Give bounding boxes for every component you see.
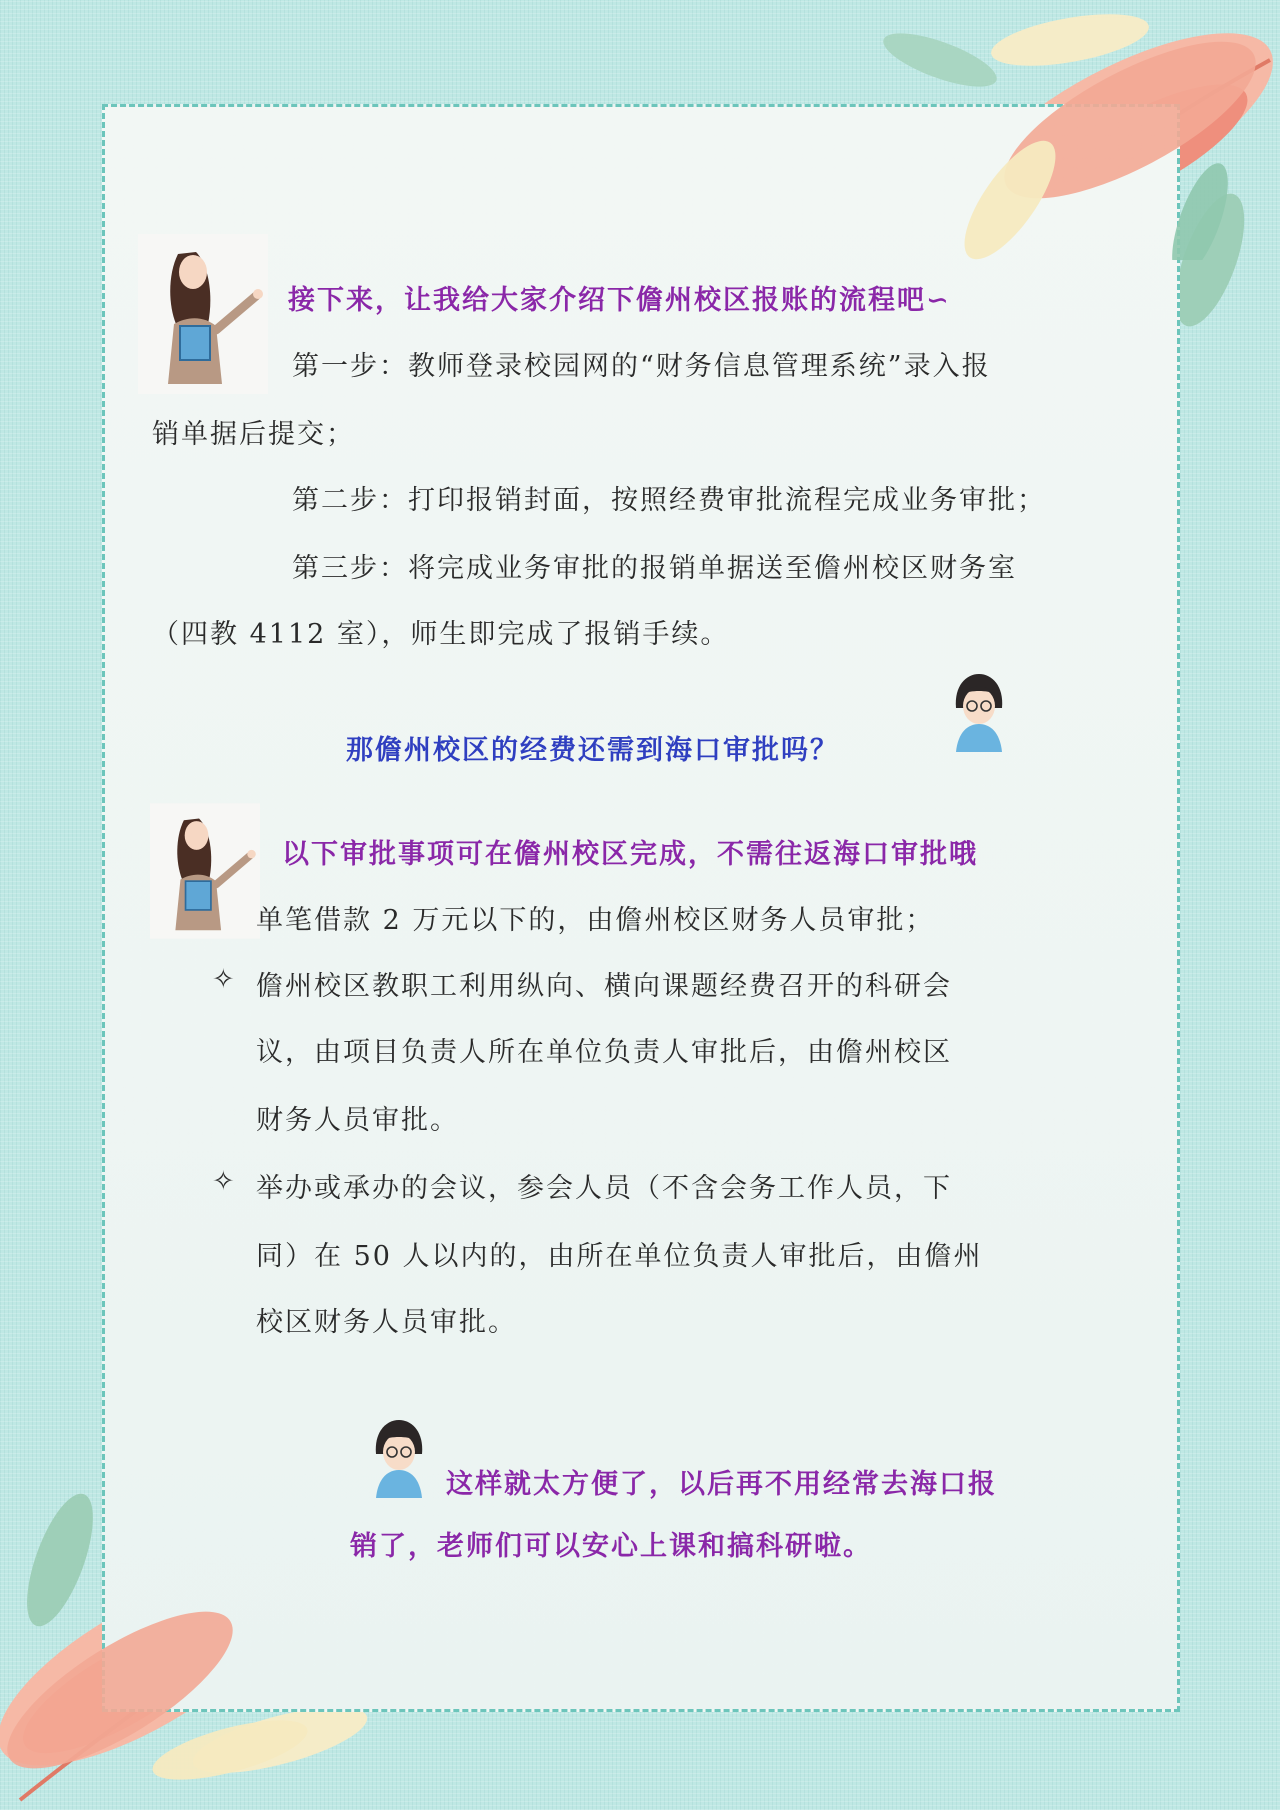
step2-text: 第二步：打印报销封面，按照经费审批流程完成业务审批； (292, 485, 1046, 516)
teacher-avatar-icon-2 (150, 796, 260, 946)
step1-line2: 销单据后提交； (152, 419, 355, 450)
student-avatar-icon (950, 672, 1008, 752)
closing-line1: 这样就太方便了，以后再不用经常去海口报 (446, 1469, 997, 1500)
answer-intro-text: 以下审批事项可在儋州校区完成，不需往返海口审批哦 (282, 839, 978, 870)
list-item-2-line1: 儋州校区教职工利用纵向、横向课题经费召开的科研会 (256, 971, 952, 1002)
list-item-3-bullet: ✧ (212, 1166, 237, 1197)
student-avatar-icon-2 (370, 1418, 428, 1498)
list-item-1-line1: 单笔借款 2 万元以下的，由儋州校区财务人员审批； (256, 905, 935, 936)
closing-line2: 销了，老师们可以安心上课和搞科研啦。 (350, 1531, 872, 1562)
list-item-3-line3: 校区财务人员审批。 (256, 1307, 517, 1338)
flower-overlay-top-right (900, 0, 1280, 260)
list-item-2-bullet: ✧ (212, 964, 237, 995)
list-item-3-line2: 同）在 50 人以内的，由所在单位负责人审批后，由儋州 (256, 1241, 983, 1272)
teacher-avatar-icon (138, 234, 268, 394)
step3-line2: （四教 4112 室），师生即完成了报销手续。 (152, 619, 730, 650)
list-item-3-line1: 举办或承办的会议，参会人员（不含会务工作人员，下 (256, 1173, 952, 1204)
step1-line1: 第一步：教师登录校园网的“财务信息管理系统”录入报 (292, 351, 991, 382)
list-item-2-line3: 财务人员审批。 (256, 1105, 459, 1136)
intro-text: 接下来，让我给大家介绍下儋州校区报账的流程吧∽ (288, 285, 951, 316)
flower-overlay-bottom-left (0, 1530, 330, 1810)
list-item-2-line2: 议，由项目负责人所在单位负责人审批后，由儋州校区 (256, 1037, 952, 1068)
question-text: 那儋州校区的经费还需到海口审批吗？ (346, 735, 839, 766)
step3-line1: 第三步：将完成业务审批的报销单据送至儋州校区财务室 (292, 553, 1017, 584)
